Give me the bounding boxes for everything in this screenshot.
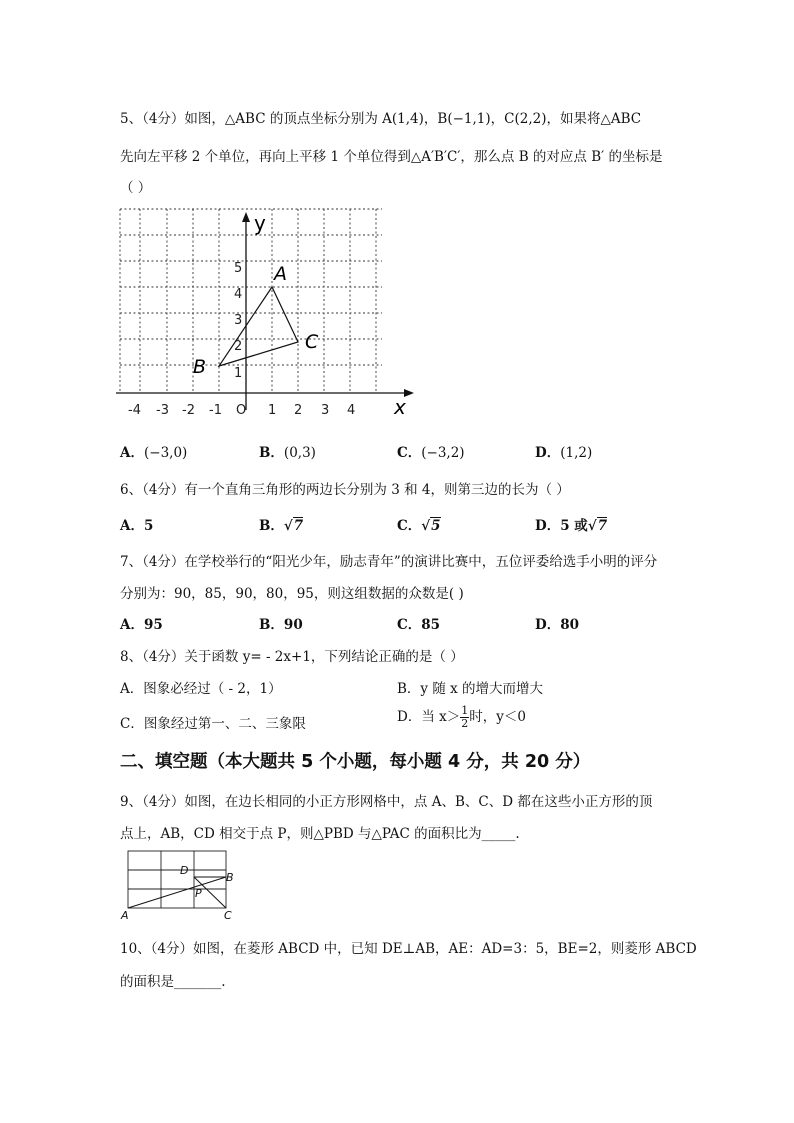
y-axis-label: y	[254, 211, 266, 235]
q8-option-a[interactable]: A．图象必经过（ - 2，1）	[120, 681, 282, 697]
q9-line-1: 9、（4分）如图，在边长相同的小正方形网格中，点 A、B、C、D 都在这些小正方形的顶	[120, 794, 653, 810]
q8-option-c[interactable]: C．图象经过第一、二、三象限	[120, 716, 306, 732]
q6-option-b[interactable]: B．√7	[259, 518, 304, 534]
point-c-label: C	[305, 331, 319, 353]
y-tick-label: 1	[234, 366, 243, 381]
q7-line-2: 分别为：90，85，90，80，95，则这组数据的众数是( )	[120, 586, 464, 602]
q6-option-a[interactable]: A．5	[120, 518, 154, 534]
q5-option-c[interactable]: C．(−3,2)	[397, 445, 465, 461]
y-tick-label: 2	[234, 339, 243, 354]
q8-option-d[interactable]: D．当 x＞ $\frac{1}{2}$ 时，y＜0	[397, 704, 526, 730]
x-tick-label: -1	[209, 403, 222, 418]
q10-line-1: 10、（4分）如图，在菱形 ABCD 中，已知 DE⊥AB，AE：AD=3：5，BE=2，则菱形 ABCD	[120, 941, 697, 957]
x-tick-label: -3	[156, 403, 169, 418]
x-tick-label: 2	[294, 403, 303, 418]
q5-option-b[interactable]: B．(0,3)	[259, 445, 316, 461]
origin-label: O	[236, 403, 247, 418]
q6-line-1: 6、（4分）有一个直角三角形的两边长分别为 3 和 4，则第三边的长为（ ）	[120, 482, 570, 498]
fraction: $\frac{1}{2}$	[461, 704, 469, 730]
x-tick-label: -4	[128, 403, 141, 418]
fig-label-p: P	[195, 887, 202, 900]
q7-option-d[interactable]: D．80	[535, 617, 580, 633]
x-tick-label: 4	[347, 403, 356, 418]
q7-option-b[interactable]: B．90	[259, 617, 303, 633]
q6-option-c[interactable]: C．√5	[397, 518, 441, 534]
q7-line-1: 7、（4分）在学校举行的“阳光少年，励志青年”的演讲比赛中，五位评委给选手小明的评分	[120, 554, 658, 570]
y-axis-arrow	[242, 212, 250, 222]
q9-line-2: 点上，AB，CD 相交于点 P，则△PBD 与△PAC 的面积比为_____.	[120, 826, 520, 842]
fig-label-d: D	[180, 864, 189, 877]
x-tick-label: 3	[321, 403, 330, 418]
x-tick-labels	[128, 403, 355, 418]
grid-lines	[120, 209, 382, 393]
y-tick-labels	[234, 261, 242, 381]
y-tick-label: 4	[234, 287, 243, 302]
y-tick-label: 3	[234, 313, 243, 328]
q8-option-b[interactable]: B．y 随 x 的增大而增大	[397, 681, 544, 697]
fig-label-c: C	[224, 909, 232, 922]
point-a-label: A	[274, 263, 287, 285]
q6-option-d[interactable]: D．5 或√7	[535, 518, 608, 534]
section-title: 二、填空题（本大题共 5 个小题，每小题 4 分，共 20 分）	[120, 752, 591, 772]
q5-line-2: 先向左平移 2 个单位，再向上平移 1 个单位得到△A′B′C′，那么点 B 的对应点 B′ 的坐标是	[120, 149, 663, 165]
x-tick-label: 1	[268, 403, 277, 418]
segments	[128, 877, 226, 908]
q5-coordinate-graph	[112, 200, 422, 425]
q5-line-3: （ ）	[120, 180, 152, 196]
q5-line-1: 5、（4分）如图，△ABC 的顶点坐标分别为 A(1,4)，B(−1,1)，C(2,2)，如果将△ABC	[120, 111, 642, 127]
q5-option-a[interactable]: A．(−3,0)	[120, 445, 188, 461]
x-tick-label: -2	[182, 403, 195, 418]
fig-label-b: B	[226, 871, 234, 884]
triangle-abc	[219, 287, 298, 366]
q7-option-c[interactable]: C．85	[397, 617, 441, 633]
fig-label-a: A	[121, 909, 129, 922]
x-axis-label: x	[394, 395, 406, 419]
q10-line-2: 的面积是_______.	[120, 974, 226, 990]
q9-grid-figure	[118, 848, 248, 922]
q5-option-d[interactable]: D．(1,2)	[535, 445, 593, 461]
q7-option-a[interactable]: A．95	[120, 617, 163, 633]
point-b-label: B	[193, 356, 207, 378]
q8-line-1: 8、（4分）关于函数 y= - 2x+1，下列结论正确的是（ ）	[120, 649, 464, 665]
figure-grid	[128, 851, 226, 908]
y-tick-label: 5	[234, 261, 243, 276]
